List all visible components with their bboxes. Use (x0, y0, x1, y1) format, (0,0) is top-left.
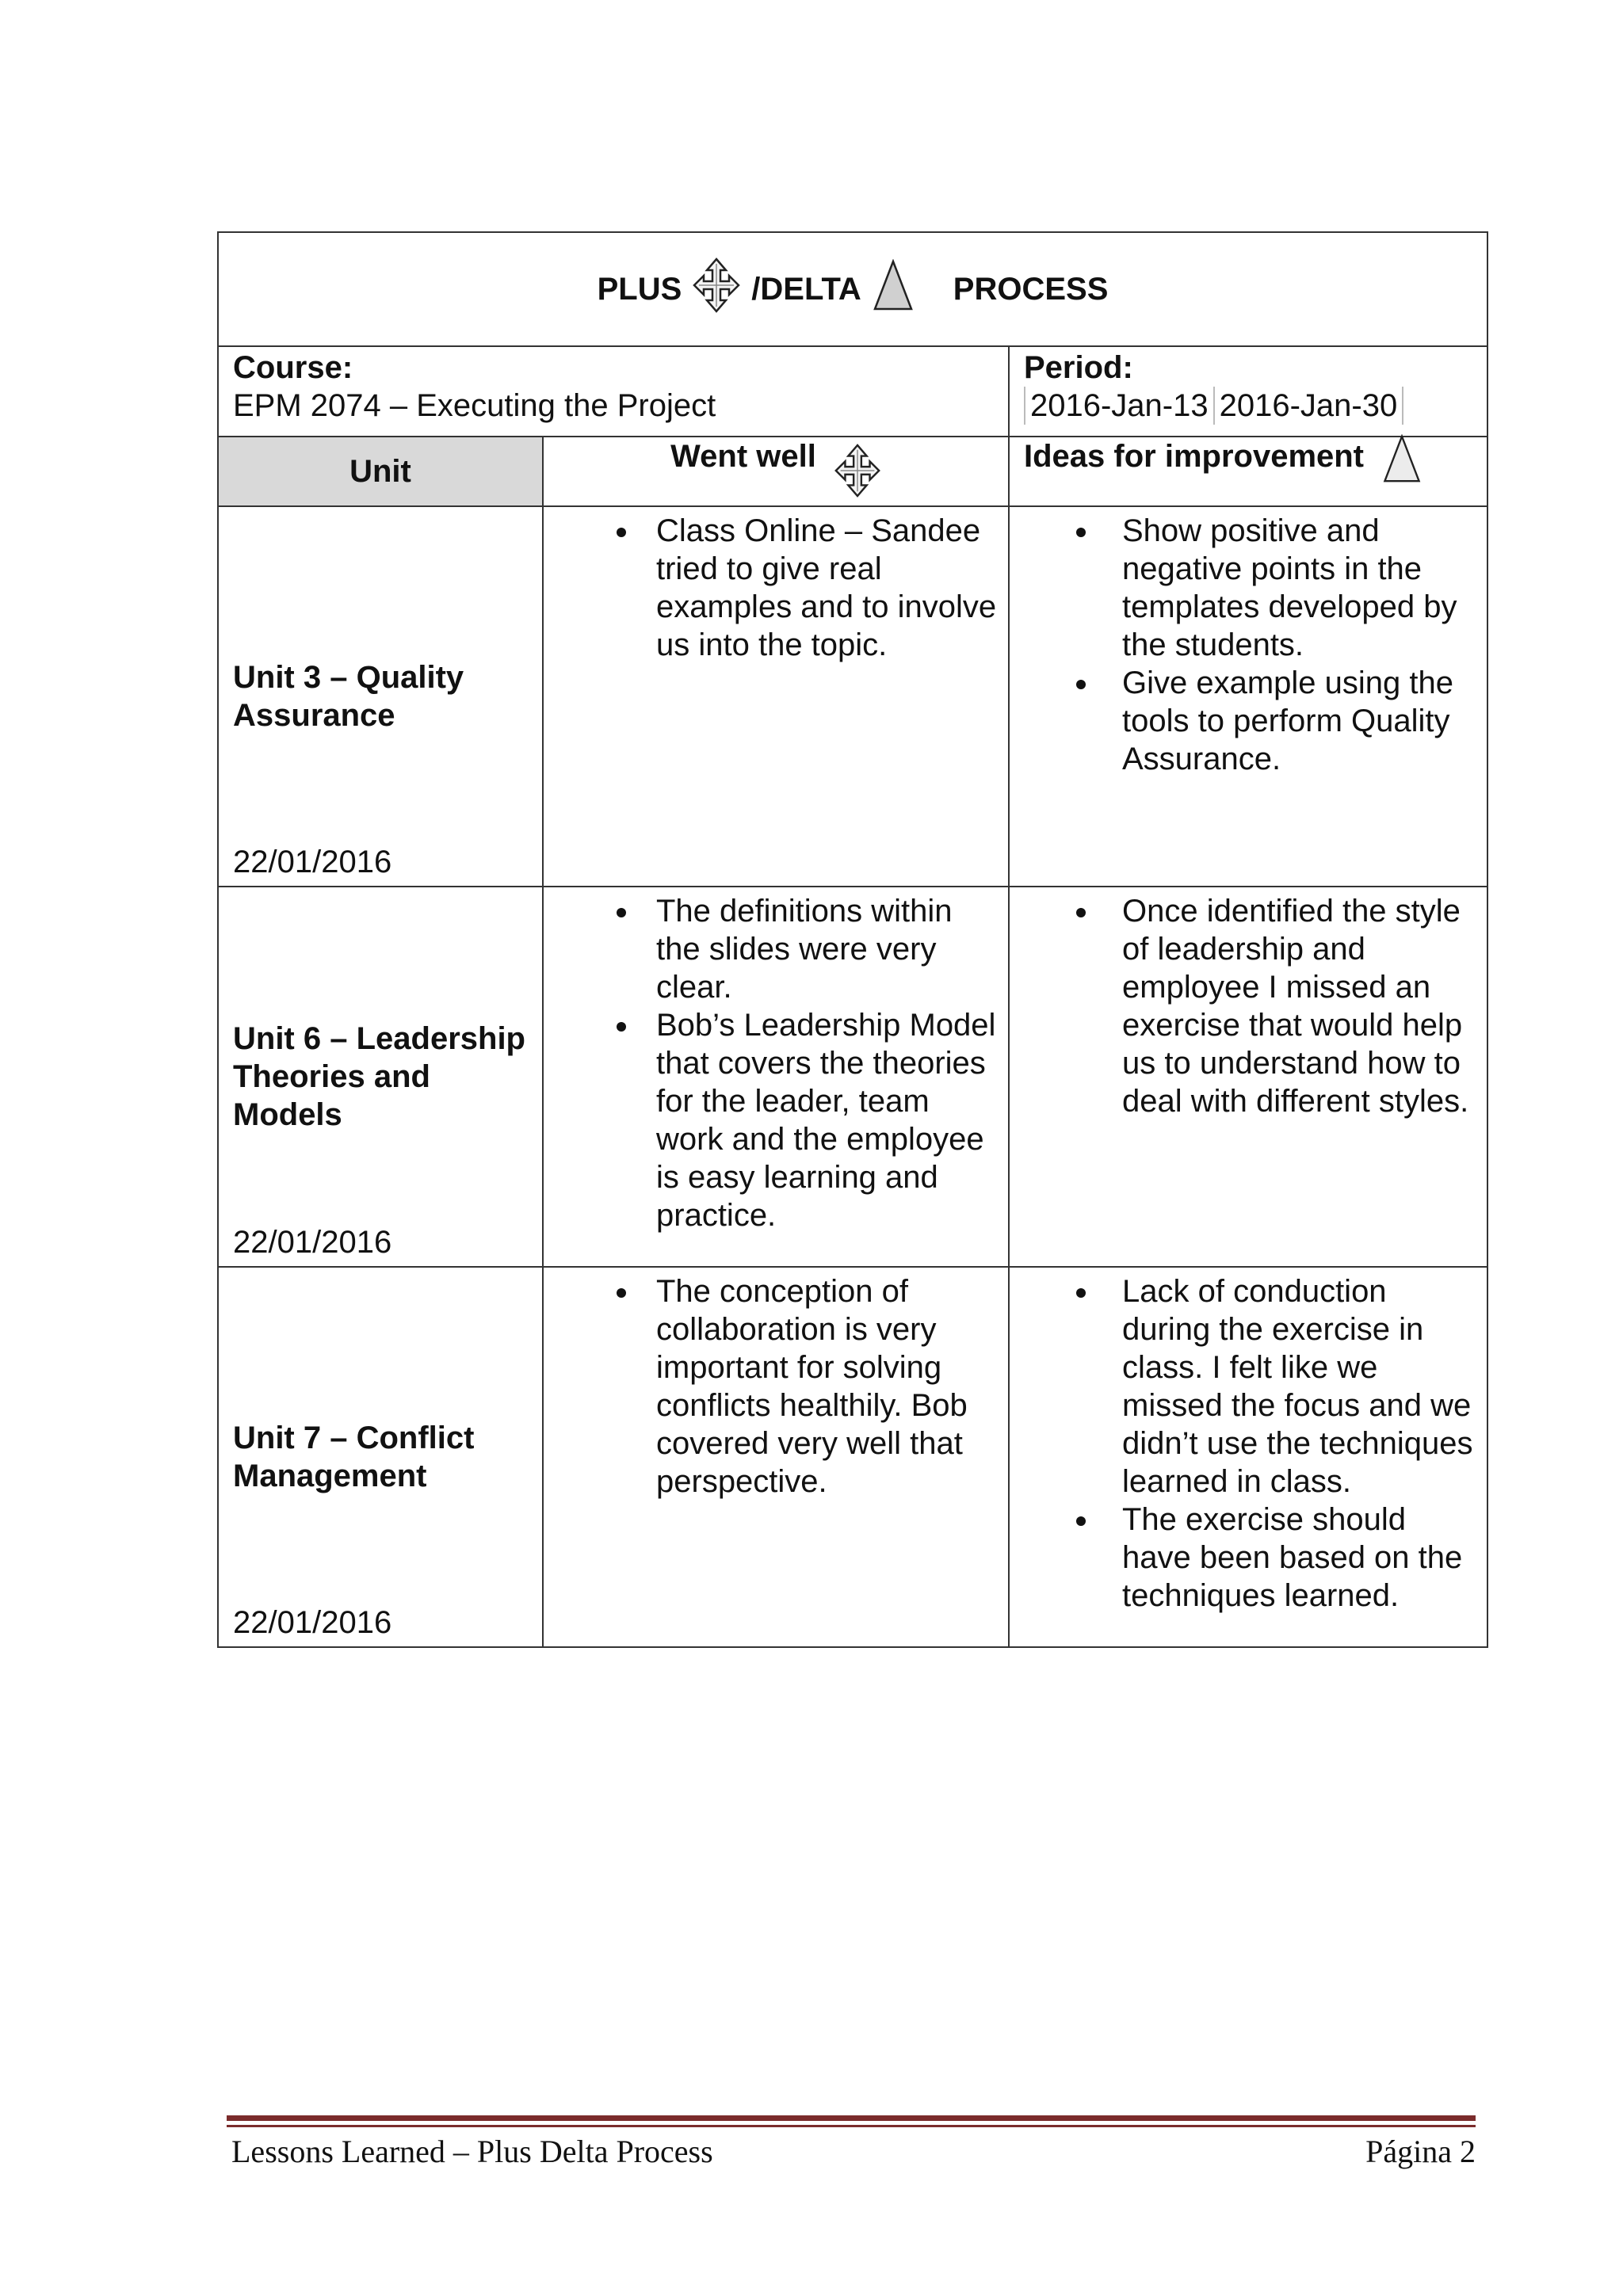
list-item: Show positive and negative points in the templates developed by the students. (1010, 512, 1477, 664)
ideas-cell (1009, 1267, 1487, 1647)
title-plus: PLUS (597, 271, 682, 307)
unit-date: 22/01/2016 (233, 1225, 392, 1260)
title-delta: /DELTA (751, 271, 861, 307)
triangle-icon (873, 259, 914, 319)
four-way-arrow-icon (834, 444, 881, 505)
went-well-cell (543, 506, 1009, 887)
four-way-arrow-icon (693, 257, 740, 321)
went-well-cell (543, 1267, 1009, 1647)
period-start-field[interactable]: 2016-Jan-13 (1024, 387, 1213, 425)
table-row (218, 887, 1487, 1267)
ideas-header (1009, 437, 1487, 506)
footer-rule-thin (227, 2125, 1476, 2127)
period-end-field[interactable]: 2016-Jan-30 (1213, 387, 1404, 425)
unit-cell (218, 506, 543, 887)
plus-delta-table (217, 231, 1488, 1648)
course-value: EPM 2074 – Executing the Project (233, 388, 716, 423)
list-item: Lack of conduction during the exercise in class. I felt like we missed the focus and we didn’t use the techniques learned in class. (1010, 1272, 1477, 1501)
ideas-cell (1009, 887, 1487, 1267)
unit-date: 22/01/2016 (233, 845, 392, 879)
table-row (218, 506, 1487, 887)
list-item: Bob’s Leadership Model that covers the theories for the leader, team work and the employee is easy learning and practice. (544, 1006, 999, 1234)
period-label: Period: (1024, 350, 1133, 385)
went-well-cell (543, 887, 1009, 1267)
triangle-icon (1381, 434, 1423, 491)
table-row (218, 1267, 1487, 1647)
unit-date: 22/01/2016 (233, 1605, 392, 1640)
title-cell (218, 232, 1487, 346)
list-item: The conception of collaboration is very important for solving conflicts healthily. Bob covered very well that perspective. (544, 1272, 999, 1501)
title-process: PROCESS (953, 271, 1109, 307)
unit-header-label: Unit (349, 453, 411, 489)
course-cell (218, 346, 1009, 437)
ideas-cell (1009, 506, 1487, 887)
unit-name: Unit 7 – Conflict Management (233, 1421, 475, 1493)
period-cell (1009, 346, 1487, 437)
list-item: Class Online – Sandee tried to give real examples and to involve us into the topic. (544, 512, 999, 664)
footer-title: Lessons Learned – Plus Delta Process (231, 2134, 713, 2169)
course-label: Course: (233, 350, 353, 385)
ideas-header-label: Ideas for improvement (1024, 439, 1365, 474)
unit-name: Unit 6 – Leadership Theories and Models (233, 1021, 525, 1132)
unit-name: Unit 3 – Quality Assurance (233, 660, 464, 733)
went-well-header-label: Went well (670, 439, 816, 474)
footer-rule (227, 2115, 1476, 2121)
list-item: The definitions within the slides were very clear. (544, 892, 999, 1006)
list-item: Once identified the style of leadership and employee I missed an exercise that would help us to understand how to deal with different styles. (1010, 892, 1477, 1120)
unit-cell (218, 1267, 543, 1647)
unit-cell (218, 887, 543, 1267)
unit-header (218, 437, 543, 506)
list-item: The exercise should have been based on the techniques learned. (1010, 1501, 1477, 1615)
went-well-header (543, 437, 1009, 506)
page-number: Página 2 (1365, 2134, 1476, 2169)
list-item: Give example using the tools to perform Quality Assurance. (1010, 664, 1477, 778)
page-title (598, 257, 1109, 321)
